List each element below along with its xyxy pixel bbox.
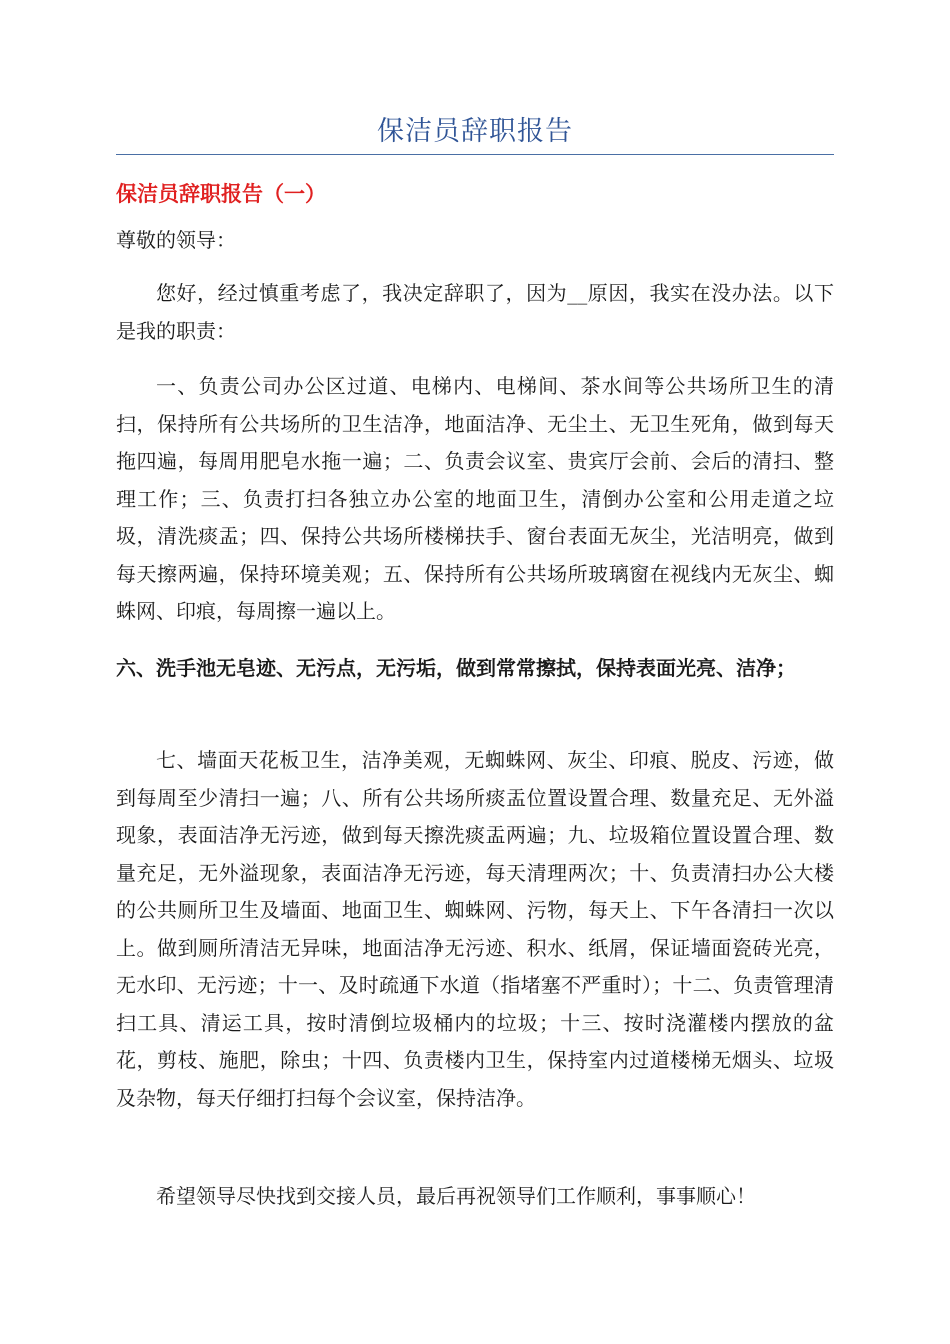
closing-paragraph: 希望领导尽快找到交接人员，最后再祝领导们工作顺利，事事顺心！: [156, 1184, 756, 1208]
greeting: 尊敬的领导：: [116, 228, 236, 252]
document-title: 保洁员辞职报告: [377, 116, 573, 147]
section-heading: 保洁员辞职报告（一）: [116, 182, 326, 206]
title-divider: [116, 154, 834, 155]
intro-paragraph: 您好，经过慎重考虑了，我决定辞职了，因为__原因，我实在没办法。以下是我的职责：: [116, 281, 834, 343]
duties-paragraph-1: 一、负责公司办公区过道、电梯内、电梯间、茶水间等公共场所卫生的清扫，保持所有公共场所的卫生洁净，地面洁净、无尘土、无卫生死角，做到每天拖四遍，每周用肥皂水拖一遍；二、负责会议室、贵宾厅会前、会后的清扫、整理工作；三、负责打扫各独立办公室的地面卫生，清倒办公室和公用走道之垃圾，清洗痰盂；四、保持公共场所楼梯扶手、窗台表面无灰尘，光洁明亮，做到每天擦两遍，保持环境美观；五、保持所有公共场所玻璃窗在视线内无灰尘、蜘蛛网、印痕，每周擦一遍以上。: [116, 374, 834, 623]
duties-paragraph-bold: 六、洗手池无皂迹、无污点，无污垢，做到常常擦拭，保持表面光亮、洁净；: [116, 656, 796, 680]
duties-paragraph-2: 七、墙面天花板卫生，洁净美观，无蜘蛛网、灰尘、印痕、脱皮、污迹，做到每周至少清扫一遍；八、所有公共场所痰盂位置设置合理、数量充足、无外溢现象，表面洁净无污迹，做到每天擦洗痰盂两遍；九、垃圾箱位置设置合理、数量充足，无外溢现象，表面洁净无污迹，每天清理两次；十、负责清扫办公大楼的公共厕所卫生及墙面、地面卫生、蜘蛛网、污物，每天上、下午各清扫一次以上。做到厕所清洁无异味，地面洁净无污迹、积水、纸屑，保证墙面瓷砖光亮，无水印、无污迹；十一、及时疏通下水道（指堵塞不严重时）；十二、负责管理清扫工具、清运工具，按时清倒垃圾桶内的垃圾；十三、按时浇灌楼内摆放的盆花，剪枝、施肥，除虫；十四、负责楼内卫生，保持室内过道楼梯无烟头、垃圾及杂物，每天仔细打扫每个会议室，保持洁净。: [116, 748, 834, 1110]
